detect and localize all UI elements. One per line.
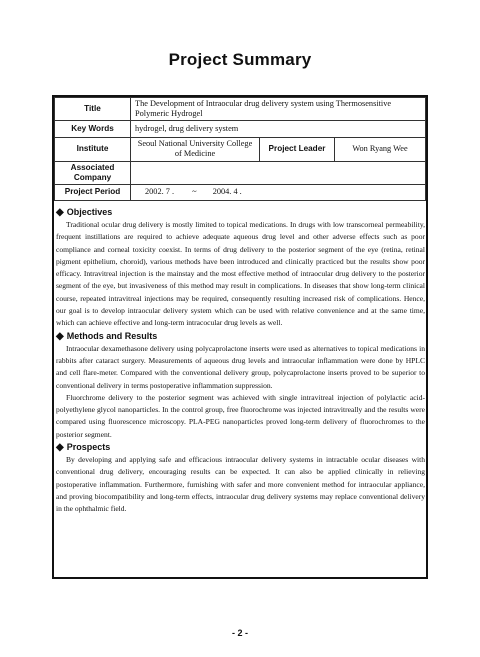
period-value	[131, 184, 426, 200]
period-start: 2002. 7 .	[145, 187, 175, 197]
diamond-bullet-icon: ◆	[56, 207, 64, 218]
summary-body	[56, 206, 425, 516]
institute-label: Institute	[55, 137, 131, 161]
page-number: - 2 -	[231, 628, 248, 638]
summary-table	[54, 97, 426, 201]
period-label: Project Period	[55, 184, 131, 200]
diamond-bullet-icon: ◆	[56, 442, 64, 454]
period-end: 2004. 4 .	[212, 187, 242, 197]
methods-paragraph-1: Intraocular dexamethasone delivery using polycaprolactone inserts were used as alternatives to topical medications in rabbits after cataract surgery. Measurements of aqueous drug levels and intraocular inflammation were done by HPLC and cell flare-meter. Compared with the conventional delivery group, polycaprolactone inserts proved to be superior to conventional delivery in terms postoperative inflammation suppression.	[56, 343, 425, 390]
title-label: Title	[55, 98, 131, 121]
period-separator: ~	[192, 187, 197, 197]
objectives-paragraph: Traditional ocular drug delivery is mostly limited to topical medications. In drugs with low transcorneal permeability, frequent instillations are required to achieve adequate aqueous drug level and other adverse effects such as poor compliance and corneal toxicity coexist. In terms of drug delivery to the posterior segment of the eye (retina, retinal pigment epithelium, choroid), various methods have been introduced and clinically practiced but the results show poor efficacy. Intravitreal injection is the mainstay and the most effective method of intraocular drug delivery to the posterior segment of the eye, but invasiveness of this method may result in complications. In diseases that show long-term clinical course, repeated intravitreal injections may be required, consequently resulting increased risk of complications. Hence, our goal is to develop intraocular delivery system which can be used with relative convenience and at the same time, which can achieve effective and long-term intracocular drug levels as well.	[56, 220, 425, 328]
methods-heading: ◆ Methods and Results	[56, 330, 158, 342]
page-title: Project Summary	[168, 50, 312, 69]
institute-value: Seoul National University College of Medicine	[131, 137, 260, 161]
company-value	[131, 161, 426, 184]
leader-label: Project Leader	[260, 137, 335, 161]
diamond-bullet-icon: ◆	[56, 330, 64, 342]
keywords-label: Key Words	[55, 120, 131, 137]
methods-paragraph-2: Fluorchrome delivery to the posterior segment was achieved with single intravitreal injection of polylactic acid-polyethylene glycol nanoparticles. In the control group, free fluorochrome was injected intravitreally and the results were compared using fluorescence microscopy. PLA-PEG nanoparticles proved long-term delivery of fluorochromes to the posterior segment.	[56, 392, 425, 439]
prospects-paragraph: By developing and applying safe and efficacious intraocular delivery systems in intractable ocular diseases with conventional drug delivery, encouraging results can be expected. It can also be applied clinically in relieving postoperative inflammation. Furthermore, furnishing with safer and more convenient method for intraocular appliance, and proving biocompatibility and long-term effects, intraocular drug delivery systems may replace conventional delivery in the ophthalmic field.	[56, 455, 425, 514]
company-label: Associated Company	[55, 161, 131, 184]
title-value: The Development of Intraocular drug delivery system using Thermosensitive Polymeric Hydrogel	[131, 98, 426, 121]
leader-value: Won Ryang Wee	[335, 137, 426, 161]
keywords-value: hydrogel, drug delivery system	[131, 120, 426, 137]
objectives-heading: ◆ Objectives	[56, 207, 113, 218]
prospects-heading: ◆ Prospects	[56, 442, 111, 454]
